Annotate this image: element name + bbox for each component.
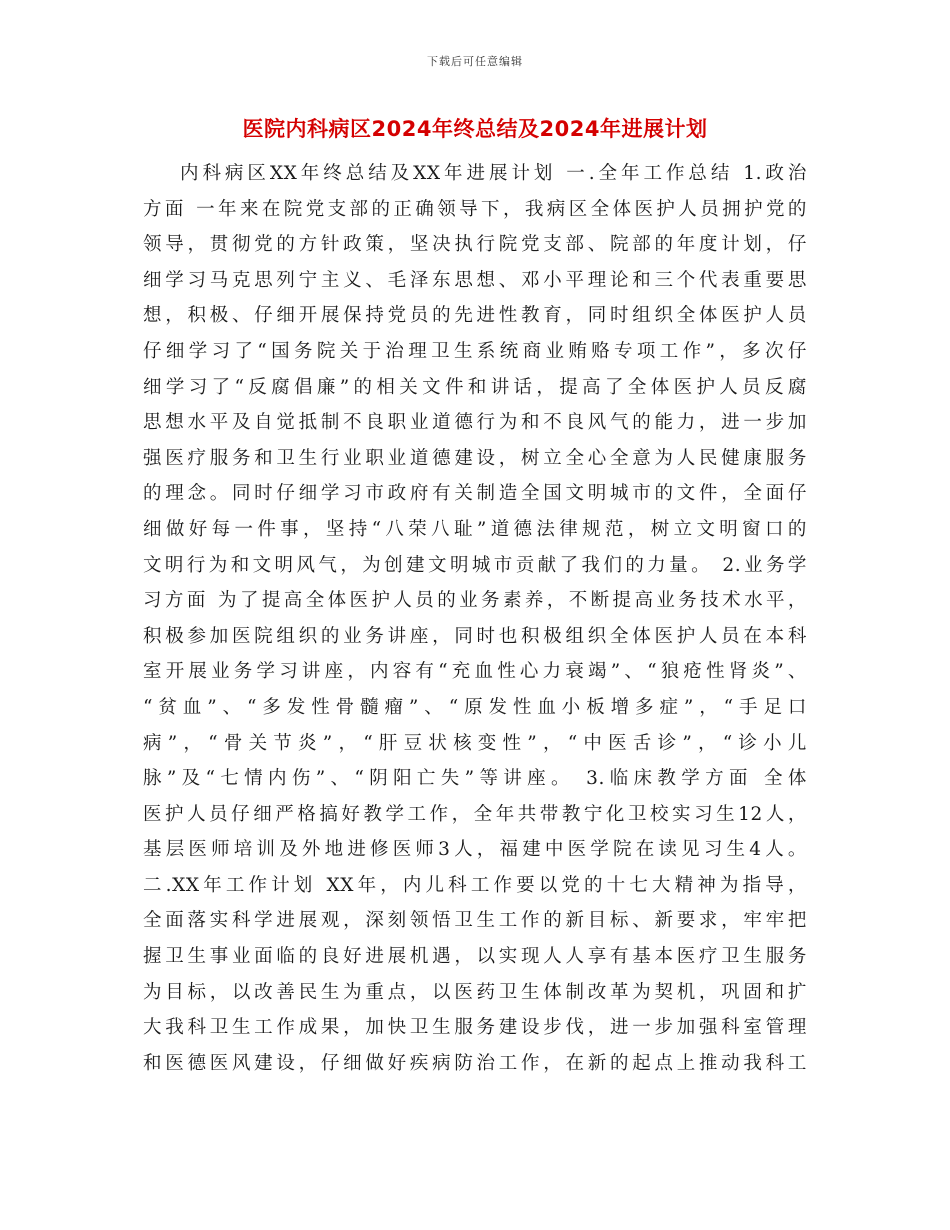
body-line: 二.XX年工作计划 XX年，内儿科工作要以党的十七大精神为指导， — [143, 874, 807, 896]
body-line: 全面落实科学进展观，深刻领悟卫生工作的新目标、新要求，牢牢把 — [143, 910, 807, 932]
body-line: 习方面 为了提高全体医护人员的业务素养，不断提高业务技术水平， — [143, 590, 807, 612]
body-line: 文明行为和文明风气，为创建文明城市贡献了我们的力量。 2.业务学 — [143, 554, 807, 576]
body-line: 领导，贯彻党的方针政策，坚决执行院党支部、院部的年度计划，仔 — [143, 234, 807, 256]
body-line: 握卫生事业面临的良好进展机遇，以实现人人享有基本医疗卫生服务 — [143, 946, 807, 968]
body-line: 脉”及“七情内伤”、“阴阳亡失”等讲座。 3.临床教学方面 全体 — [143, 768, 807, 790]
body-text — [143, 156, 807, 1081]
body-line: “贫血”、“多发性骨髓瘤”、“原发性血小板增多症”，“手足口 — [143, 696, 807, 718]
body-line: 想，积极、仔细开展保持党员的先进性教育，同时组织全体医护人员 — [143, 305, 807, 327]
body-line: 强医疗服务和卫生行业职业道德建设，树立全心全意为人民健康服务 — [143, 447, 807, 469]
body-line: 医护人员仔细严格搞好教学工作，全年共带教宁化卫校实习生12人， — [143, 803, 807, 825]
body-line: 室开展业务学习讲座，内容有“充血性心力衰竭”、“狼疮性肾炎”、 — [143, 661, 807, 683]
body-line: 思想水平及自觉抵制不良职业道德行为和不良风气的能力，进一步加 — [143, 412, 807, 434]
body-line: 内科病区XX年终总结及XX年进展计划 一.全年工作总结 1.政治 — [180, 163, 807, 184]
body-line: 的理念。同时仔细学习市政府有关制造全国文明城市的文件，全面仔 — [143, 483, 807, 505]
body-line: 细学习马克思列宁主义、毛泽东思想、邓小平理论和三个代表重要思 — [143, 269, 807, 291]
body-line: 和医德医风建设，仔细做好疾病防治工作，在新的起点上推动我科工 — [143, 1052, 807, 1074]
body-line: 基层医师培训及外地进修医师3人，福建中医学院在读见习生4人。 — [143, 839, 807, 861]
body-line: 大我科卫生工作成果，加快卫生服务建设步伐，进一步加强科室管理 — [143, 1017, 807, 1039]
body-line: 细学习了“反腐倡廉”的相关文件和讲话，提高了全体医护人员反腐 — [143, 376, 807, 398]
body-line: 方面 一年来在院党支部的正确领导下，我病区全体医护人员拥护党的 — [143, 198, 807, 220]
body-line: 病”，“骨关节炎”，“肝豆状核变性”，“中医舌诊”，“诊小儿 — [143, 732, 807, 754]
document-title: 医院内科病区2024年终总结及2024年进展计划 — [242, 117, 708, 141]
body-line: 细做好每一件事，坚持“八荣八耻”道德法律规范，树立文明窗口的 — [143, 518, 807, 540]
body-line: 为目标，以改善民生为重点，以医药卫生体制改革为契机，巩固和扩 — [143, 981, 807, 1003]
body-line: 仔细学习了“国务院关于治理卫生系统商业贿赂专项工作”，多次仔 — [143, 340, 807, 362]
body-line: 积极参加医院组织的业务讲座，同时也积极组织全体医护人员在本科 — [143, 625, 807, 647]
header-note: 下载后可任意编辑 — [427, 55, 523, 68]
